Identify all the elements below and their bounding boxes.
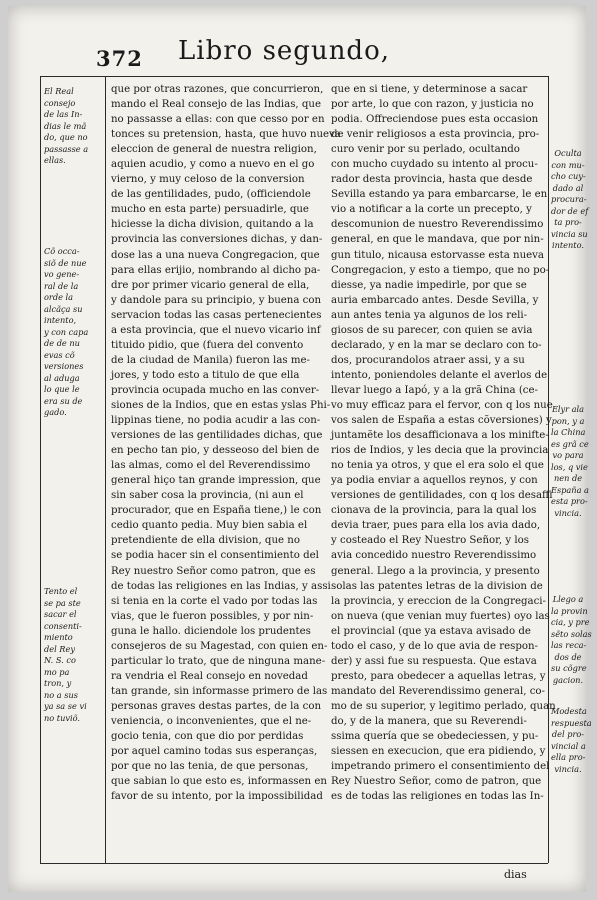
text-line: on nueva (que venian muy fuertes) oyo las bbox=[331, 610, 550, 622]
text-line: descomunion de nuestro Reverendissimo bbox=[331, 219, 544, 231]
text-line: mandato del Reverendissimo general, co- bbox=[331, 685, 545, 697]
margin-note-line: cho cuy- bbox=[551, 171, 586, 181]
text-line: general, en que le mandava, que por nin- bbox=[331, 234, 544, 246]
text-line: aun antes tenia ya algunos de los reli- bbox=[331, 309, 528, 321]
text-line: particular lo trato, que de ninguna mane- bbox=[111, 655, 326, 667]
text-line: vierno, y muy celoso de la conversion bbox=[111, 174, 305, 186]
text-line: siessen en execucion, que era pidiendo, y bbox=[331, 746, 546, 758]
margin-note-line: y con capa bbox=[44, 326, 89, 337]
margin-note-line: lo que le bbox=[44, 384, 80, 394]
text-line: el provincial (que ya estava avisado de bbox=[331, 625, 531, 637]
text-line: con mucho cuydado su intento al procu- bbox=[331, 159, 538, 171]
margin-note-line: ral de la bbox=[44, 280, 79, 291]
right-text-column bbox=[331, 82, 556, 804]
text-line: ssima quería que se obedeciessen, y pu- bbox=[331, 731, 539, 743]
margin-note-line: era su de bbox=[44, 395, 83, 406]
text-line: personas graves destas partes, de la con bbox=[111, 700, 322, 712]
margin-note-line: Tento el bbox=[44, 586, 78, 596]
margin-note-line: vincia su bbox=[551, 228, 588, 239]
text-line: gocio tenia, con que dio por perdidas bbox=[111, 731, 304, 743]
margin-note-line: del Rey bbox=[44, 643, 75, 654]
margin-note-line: la China bbox=[551, 427, 586, 437]
text-line: cedio quanto pedia. Muy bien sabia el bbox=[111, 520, 308, 532]
text-line: que en si tiene, y determinose a sacar bbox=[331, 84, 528, 95]
text-line: eleccion de general de nuestra religion, bbox=[111, 144, 317, 156]
margin-note-line: do, que no bbox=[44, 132, 88, 142]
margin-note-line: mo pa bbox=[44, 666, 70, 677]
margin-note-line: ya sa se vi bbox=[44, 701, 87, 711]
text-line: dose las a una nueva Congregacion, que bbox=[111, 249, 320, 261]
text-line: que sabian lo que esto es, informassen en bbox=[111, 776, 327, 788]
text-line: cionava de la provincia, para la qual los bbox=[331, 505, 537, 517]
margin-note-line: Cõ occa- bbox=[44, 246, 80, 256]
margin-note-line: orde la bbox=[44, 292, 74, 302]
margin-note-line: no tuviõ. bbox=[44, 712, 80, 723]
text-line: Sevilla estando ya para embarcarse, le en bbox=[331, 189, 548, 201]
text-line: versiones de las gentilidades dichas, que bbox=[111, 430, 323, 442]
text-line: no tenia ya otros, y que el era solo el que bbox=[331, 460, 544, 472]
margin-note-line: intento. bbox=[552, 240, 584, 250]
text-line: de venir religiosos a esta provincia, pro- bbox=[331, 129, 540, 141]
margin-note-line: con mu- bbox=[551, 159, 585, 170]
text-line: juntamẽte los desafficionava a los minifte- bbox=[331, 430, 549, 442]
margin-note bbox=[551, 706, 592, 775]
text-line: general hiço tan grande impression, que bbox=[111, 475, 321, 487]
margin-note-line: de las In- bbox=[44, 109, 83, 119]
text-line: auria embarcado antes. Desde Sevilla, y bbox=[331, 294, 539, 306]
text-line: jores, y todo esto a titulo de que ella bbox=[111, 369, 300, 381]
text-line: ra vendria el Real consejo en novedad bbox=[111, 670, 308, 682]
margin-note-line: evas cõ bbox=[44, 349, 75, 360]
margin-note-line: versiones bbox=[44, 361, 84, 371]
book-page bbox=[8, 6, 592, 892]
text-line: de todas las religiones en las Indias, y assi bbox=[111, 580, 331, 592]
text-line: der) y assi fue su respuesta. Que estava bbox=[331, 655, 537, 667]
text-line: dre por primer vicario general de ella, bbox=[111, 279, 310, 291]
right-margin-rule bbox=[548, 76, 549, 863]
margin-note-line: intento, bbox=[44, 315, 77, 325]
text-line: y dandole para su principio, y buena con bbox=[111, 294, 322, 306]
margin-note-line: Llego a bbox=[552, 594, 584, 604]
text-line: y costeado el Rey Nuestro Señor, y los bbox=[331, 535, 529, 547]
text-line: intento, poniendoles delante el averlos de bbox=[331, 369, 548, 381]
text-line: todo el caso, y de lo que avia de respon- bbox=[331, 640, 538, 652]
text-line: declarado, y en la mar se declaro con to- bbox=[331, 339, 542, 351]
text-line: Congregacion, y esto a tiempo, que no po- bbox=[331, 264, 550, 276]
text-line: llevar luego a Iapó, y a la grã China (ce- bbox=[331, 384, 538, 396]
margin-note bbox=[44, 86, 102, 167]
text-line: devia traer, pues para ella los avia dado, bbox=[331, 520, 541, 532]
text-line: curo venir por su perlado, ocultando bbox=[331, 144, 520, 156]
margin-note-line: se pa ste bbox=[44, 597, 81, 608]
text-line: solas las patentes letras de la division de bbox=[331, 580, 543, 592]
text-line: sin saber cosa la provincia, (ni aun el bbox=[111, 490, 304, 502]
margin-note-line: dado al bbox=[552, 182, 584, 193]
text-line: la provincia, y ereccion de la Congregaci- bbox=[331, 595, 546, 607]
left-text-column bbox=[111, 82, 341, 804]
margin-note bbox=[44, 246, 102, 419]
text-line: tonces su pretension, hasta, que huvo nueva bbox=[111, 129, 341, 141]
margin-note-line: Elyr ala bbox=[551, 404, 585, 414]
running-head: Libro segundo, bbox=[178, 36, 390, 66]
bottom-rule bbox=[40, 863, 548, 864]
margin-note-line: consejo bbox=[44, 97, 76, 108]
text-line: general. Llego a la provincia, y presento bbox=[331, 565, 540, 577]
margin-note-line: respuesta bbox=[551, 717, 592, 728]
margin-note-line: vincial a bbox=[551, 740, 586, 751]
text-line: provincia las conversiones dichas, y dan- bbox=[111, 234, 323, 246]
margin-note-line: ella pro- bbox=[551, 752, 586, 762]
text-line: las almas, como el del Reverendissimo bbox=[111, 460, 311, 472]
text-line: de la ciudad de Manila) fueron las me- bbox=[111, 354, 310, 366]
text-line: hiciesse la dicha division, quitando a la bbox=[111, 219, 314, 231]
text-line: consejeros de su Magestad, con quien en- bbox=[111, 640, 328, 652]
margin-note-line: consenti- bbox=[44, 620, 82, 631]
text-line: do, y de la manera, que su Reverendi- bbox=[331, 715, 527, 727]
margin-note-line: cia, y pre bbox=[551, 617, 590, 627]
page-number: 372 bbox=[96, 46, 143, 71]
text-line: en pecho tan pio, y desseoso del bien de bbox=[111, 445, 320, 457]
left-margin-rule bbox=[105, 76, 106, 863]
margin-note-line: ellas. bbox=[44, 155, 66, 165]
text-line: mucho en esta parte) persuadirle, que bbox=[111, 204, 309, 216]
text-line: presto, para obedecer a aquellas letras, y bbox=[331, 670, 546, 682]
margin-note-line: siõ de nue bbox=[44, 257, 87, 268]
margin-note-line: alcãça su bbox=[44, 303, 83, 314]
margin-note-line: gado. bbox=[44, 407, 67, 417]
text-line: pretendiente de ella division, que no bbox=[111, 535, 300, 547]
margin-note-line: nen de bbox=[553, 473, 583, 483]
text-line: favor de su intento, por la impossibilidad bbox=[111, 791, 323, 803]
text-line: es de todas las religiones en todas las In- bbox=[331, 791, 544, 803]
text-line: rador desta provincia, hasta que desde bbox=[331, 174, 533, 186]
margin-note-line: Oculta bbox=[554, 148, 582, 158]
text-line: servacion todas las casas pertenecientes bbox=[111, 309, 322, 321]
text-line: veniencia, o inconvenientes, que el ne- bbox=[111, 715, 312, 727]
margin-note-line: vincia. bbox=[554, 507, 582, 518]
margin-note-line: su cõgre bbox=[551, 663, 587, 673]
text-line: que por otras razones, que concurrieron, bbox=[111, 84, 324, 95]
text-line: vo muy efficaz para el fervor, con q los nue bbox=[331, 399, 553, 411]
text-line: para ellas erijio, nombrando al dicho pa- bbox=[111, 264, 321, 276]
margin-note-line: sacar el bbox=[44, 609, 77, 619]
text-line: guna le hallo. diciendole los prudentes bbox=[111, 625, 311, 637]
text-line: mo de su superior, y legitimo perlado, quan bbox=[331, 700, 556, 712]
margin-note-line: las reca- bbox=[551, 640, 587, 650]
text-line: lippinas tiene, no podia acudir a las con- bbox=[111, 415, 321, 427]
text-line: diesse, ya nadie impedirle, por que se bbox=[331, 279, 527, 291]
text-line: de las gentilidades, pudo, (officiendole bbox=[111, 189, 311, 201]
margin-note-line: vo para bbox=[552, 450, 584, 460]
margin-note bbox=[551, 404, 589, 519]
text-line: mando el Real consejo de las Indias, que bbox=[111, 99, 322, 111]
margin-note-line: España a bbox=[551, 484, 589, 495]
margin-note-line: dos de bbox=[554, 651, 582, 662]
margin-note-line: sẽto solas bbox=[551, 628, 592, 639]
margin-note-line: gacion. bbox=[552, 674, 584, 685]
text-line: dos, procurandolos atraer assi, y a su bbox=[331, 354, 525, 366]
text-line: por arte, lo que con razon, y justicia no bbox=[331, 99, 534, 111]
margin-note-line: no a sus bbox=[44, 689, 78, 700]
margin-note-line: del pro- bbox=[551, 729, 585, 739]
margin-note-line: la provin bbox=[551, 605, 588, 616]
text-line: podia. Offreciendose pues esta occasion bbox=[331, 114, 539, 126]
text-line: no passasse a ellas: con que cesso por en bbox=[111, 114, 325, 126]
margin-note-line: los, q vie bbox=[551, 461, 588, 472]
margin-note-line: tron, y bbox=[44, 678, 72, 688]
text-line: tituido pidio, que (fuera del convento bbox=[111, 339, 304, 351]
text-line: vio a notificar a la corte un precepto, y bbox=[331, 204, 532, 216]
text-line: por que no las tenia, de que personas, bbox=[111, 761, 309, 773]
text-line: tan grande, sin informasse primero de las bbox=[111, 685, 328, 697]
margin-note bbox=[551, 148, 589, 252]
margin-note-line: miento bbox=[44, 632, 73, 642]
text-line: procurador, que en España tiene,) le con bbox=[111, 505, 322, 517]
text-line: versiones de gentilidades, con q los desaffi bbox=[331, 490, 553, 502]
margin-note-line: dias le mã bbox=[44, 120, 87, 131]
text-line: avia concedido nuestro Reverendissimo bbox=[331, 550, 537, 562]
text-line: Rey nuestro Señor como patron, que es bbox=[111, 565, 316, 577]
text-line: a esta provincia, que el nuevo vicario inf bbox=[111, 324, 321, 336]
margin-note-line: dor de ef bbox=[551, 205, 589, 216]
text-line: impetrando primero el consentimiento del bbox=[331, 761, 550, 773]
margin-note-line: El Real bbox=[44, 86, 74, 96]
margin-note-line: pon, y a bbox=[551, 415, 585, 426]
margin-note-line: Modesta bbox=[551, 706, 587, 716]
text-line: siones de la Indios, que en estas yslas Phi- bbox=[111, 399, 331, 411]
text-line: se podia hacer sin el consentimiento del bbox=[111, 550, 319, 562]
margin-note-line: vincia. bbox=[554, 763, 582, 774]
text-line: rios de Indios, y les decia que la provincia bbox=[331, 445, 549, 457]
margin-note bbox=[44, 586, 102, 724]
margin-note-line: esta pro- bbox=[551, 496, 588, 506]
text-line: vos salen de España a estas cõversiones) y bbox=[331, 415, 552, 427]
text-line: gun titulo, nicausa estorvasse esta nueva bbox=[331, 249, 545, 261]
text-line: vias, que le fueron possibles, y por nin- bbox=[111, 610, 314, 622]
text-line: ya podia enviar a aquellos reynos, y con bbox=[331, 475, 538, 487]
text-line: aquien acudio, y como a nuevo en el go bbox=[111, 159, 315, 171]
margin-note-line: ta pro- bbox=[554, 217, 582, 227]
margin-note-line: procura- bbox=[551, 194, 587, 204]
margin-note-line: vo gene- bbox=[44, 269, 80, 279]
margin-note-line: passasse a bbox=[44, 143, 89, 154]
margin-note bbox=[551, 594, 592, 686]
text-line: provincia ocupada mucho en las conver- bbox=[111, 384, 320, 396]
margin-note-line: al aduga bbox=[44, 372, 80, 383]
text-line: giosos de su parecer, con quien se avia bbox=[331, 324, 533, 336]
text-line: por aquel camino todas sus esperanças, bbox=[111, 746, 318, 758]
catchword: dias bbox=[504, 868, 527, 881]
text-line: Rey Nuestro Señor, como de patron, que bbox=[331, 776, 542, 788]
margin-note-line: es grã ce bbox=[551, 438, 589, 449]
margin-note-line: N. S. co bbox=[44, 655, 76, 665]
margin-note-line: de de nu bbox=[44, 338, 80, 348]
text-line: si tenia en la corte el vado por todas las bbox=[111, 595, 318, 607]
